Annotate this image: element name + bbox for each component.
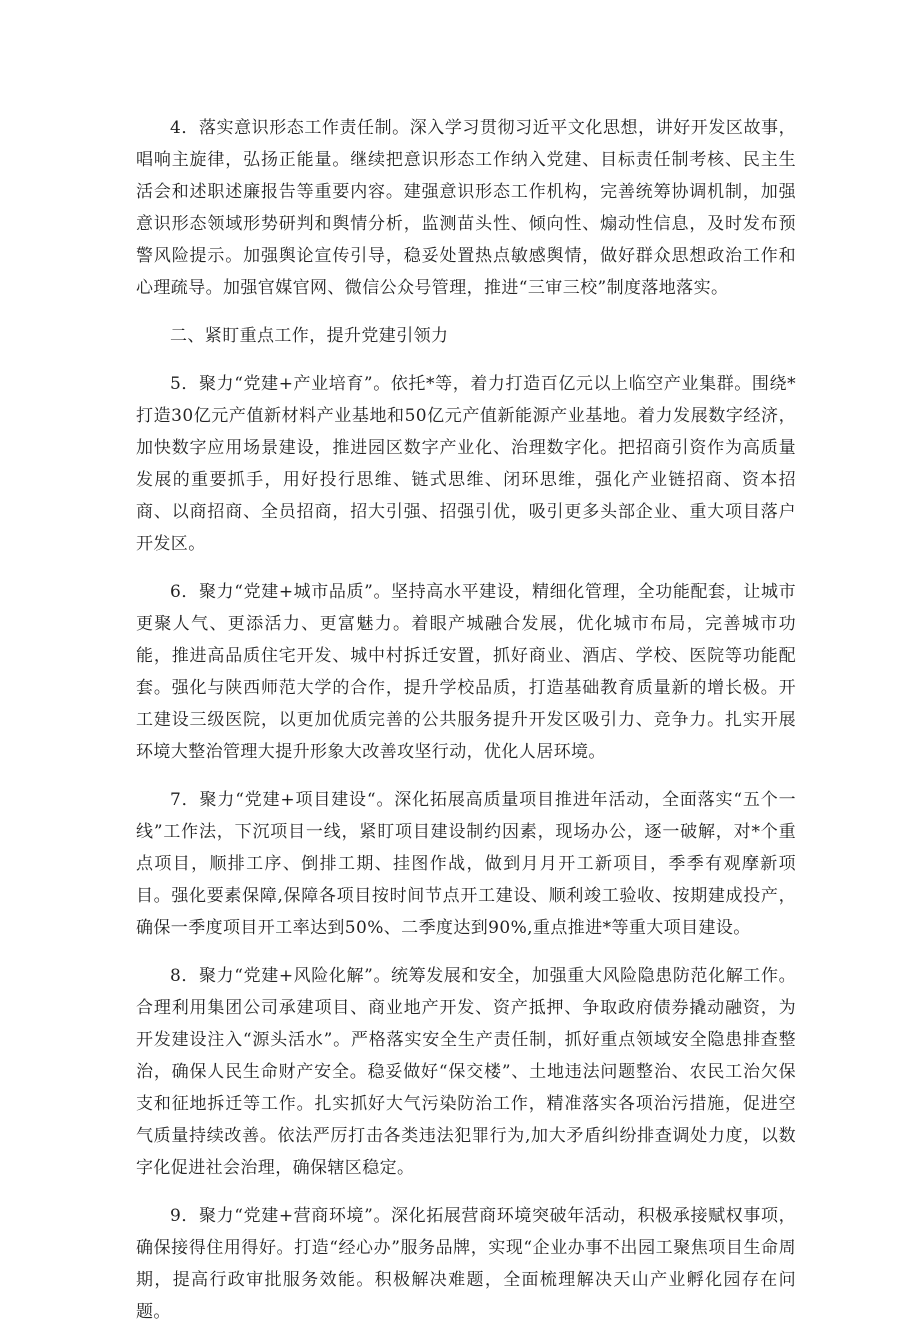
paragraph-item-6: 6．聚力“党建+城市品质”。坚持高水平建设，精细化管理，全功能配套，让城市更聚人气、更添活力、更富魅力。着眼产城融合发展，优化城市布局，完善城市功能，推进高品质住宅开发、城中村拆迁安置，抓好商业、酒店、学校、医院等功能配套。强化与陕西师范大学的合作，提升学校品质，打造基础教育质量新的增长极。开工建设三级医院，以更加优质完善的公共服务提升开发区吸引力、竞争力。扎实开展环境大整治管理大提升形象大改善攻坚行动，优化人居环境。 [136, 582, 796, 762]
paragraph-item-4: 4．落实意识形态工作责任制。深入学习贯彻习近平文化思想，讲好开发区故事，唱响主旋律，弘扬正能量。继续把意识形态工作纳入党建、目标责任制考核、民主生活会和述职述廉报告等重要内容。建强意识形态工作机构，完善统筹协调机制，加强意识形态领域形势研判和舆情分析，监测苗头性、倾向性、煽动性信息，及时发布预警风险提示。加强舆论宣传引导，稳妥处置热点敏感舆情，做好群众思想政治工作和心理疏导。加强官媒官网、微信公众号管理，推进“三审三校”制度落地落实。 [136, 118, 796, 298]
document-body [136, 112, 796, 1344]
paragraph-item-9: 9．聚力“党建+营商环境”。深化拓展营商环境突破年活动，积极承接赋权事项，确保接得住用得好。打造“经心办”服务品牌，实现“企业办事不出园工聚焦项目生命周期，提高行政审批服务效能。积极解决难题，全面梳理解决天山产业孵化园存在问题。 [136, 1206, 796, 1322]
section-heading: 二、紧盯重点工作，提升党建引领力 [170, 326, 449, 346]
paragraph-item-8: 8．聚力“党建+风险化解”。统筹发展和安全，加强重大风险隐患防范化解工作。合理利用集团公司承建项目、商业地产开发、资产抵押、争取政府债券撬动融资，为开发建设注入“源头活水”。严格落实安全生产责任制，抓好重点领域安全隐患排查整治，确保人民生命财产安全。稳妥做好“保交楼”、土地违法问题整治、农民工治欠保支和征地拆迁等工作。扎实抓好大气污染防治工作，精准落实各项治污措施，促进空气质量持续改善。依法严厉打击各类违法犯罪行为,加大矛盾纠纷排查调处力度，以数字化促进社会治理，确保辖区稳定。 [136, 966, 796, 1178]
paragraph-item-7: 7．聚力“党建+项目建设“。深化拓展高质量项目推进年活动，全面落实“五个一线”工作法，下沉项目一线，紧盯项目建设制约因素，现场办公，逐一破解，对*个重点项目，顺排工序、倒排工期、挂图作战，做到月月开工新项目，季季有观摩新项目。强化要素保障,保障各项目按时间节点开工建设、顺利竣工验收、按期建成投产，确保一季度项目开工率达到50%、二季度达到90%,重点推进*等重大项目建设。 [136, 790, 796, 938]
paragraph-item-5: 5．聚力“党建+产业培育”。依托*等，着力打造百亿元以上临空产业集群。围绕*打造30亿元产值新材料产业基地和50亿元产值新能源产业基地。着力发展数字经济，加快数字应用场景建设，推进园区数字产业化、治理数字化。把招商引资作为高质量发展的重要抓手，用好投行思维、链式思维、闭环思维，强化产业链招商、资本招商、以商招商、全员招商，招大引强、招强引优，吸引更多头部企业、重大项目落户开发区。 [136, 374, 796, 554]
